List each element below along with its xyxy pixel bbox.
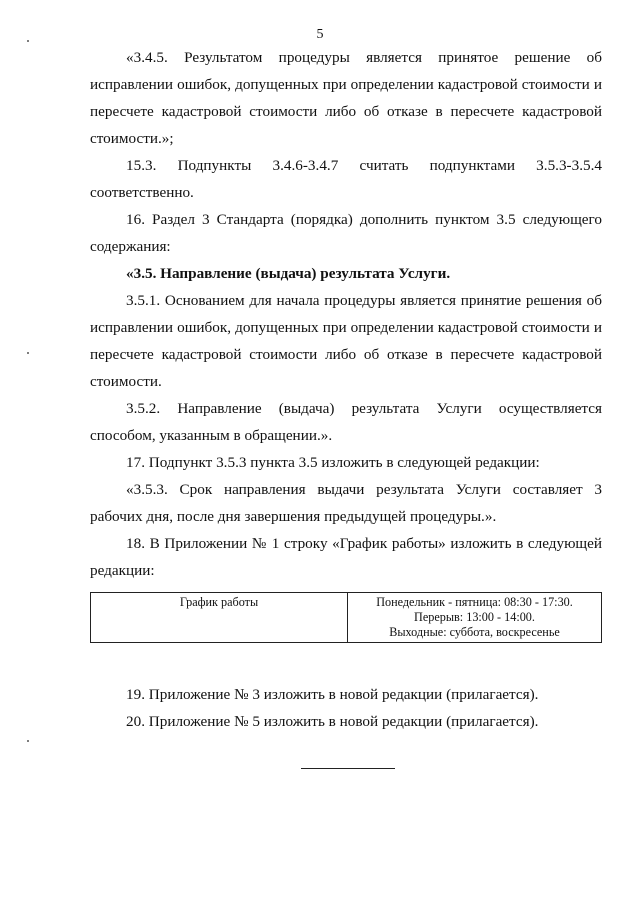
paragraph-3-5-1: 3.5.1. Основанием для начала процедуры является принятие решения об исправлении ошибок, допущенных при определении кадастровой стоимости и пересчете кадастровой стоимости либо об отказе в пересчете кадастровой стоимости. [90,292,602,390]
closing-rule [301,768,395,769]
schedule-value-cell [348,593,602,643]
schedule-weekdays: Понедельник - пятница: 08:30 - 17:30. [376,595,573,609]
paragraph-20: 20. Приложение № 5 изложить в новой редакции (прилагается). [126,713,539,730]
schedule-break: Перерыв: 13:00 - 14:00. [414,610,535,624]
paragraph-18: 18. В Приложении № 1 строку «График работы» изложить в следующей редакции: [90,535,602,579]
paragraph-15-3: 15.3. Подпункты 3.4.6-3.4.7 считать подпунктами 3.5.3-3.5.4 соответственно. [90,157,602,201]
paragraph-3-5-2: 3.5.2. Направление (выдача) результата Услуги осуществляется способом, указанным в обращении.». [90,400,602,444]
work-schedule-table [90,592,602,643]
schedule-days-off: Выходные: суббота, воскресенье [389,625,560,639]
document-body [90,44,602,735]
paragraph-3-5-3: «3.5.3. Срок направления выдачи результата Услуги составляет 3 рабочих дня, после дня завершения предыдущей процедуры.». [90,481,602,525]
paragraph-16: 16. Раздел 3 Стандарта (порядка) дополнить пунктом 3.5 следующего содержания: [90,211,602,255]
section-heading-3-5: «3.5. Направление (выдача) результата Услуги. [126,265,451,282]
scan-speck [27,40,29,42]
paragraph-17: 17. Подпункт 3.5.3 пункта 3.5 изложить в следующей редакции: [126,454,540,471]
schedule-label-cell: График работы [91,593,348,643]
paragraph-3-4-5: «3.4.5. Результатом процедуры является принятое решение об исправлении ошибок, допущенных при определении кадастровой стоимости и пересчете кадастровой стоимости либо об отказе в пересчете кадастровой стоимости.»; [90,49,602,147]
page-number: 5 [316,27,324,42]
table-row [91,593,602,643]
paragraph-19: 19. Приложение № 3 изложить в новой редакции (прилагается). [126,686,539,703]
scan-speck [27,740,29,742]
scan-speck [27,352,29,354]
